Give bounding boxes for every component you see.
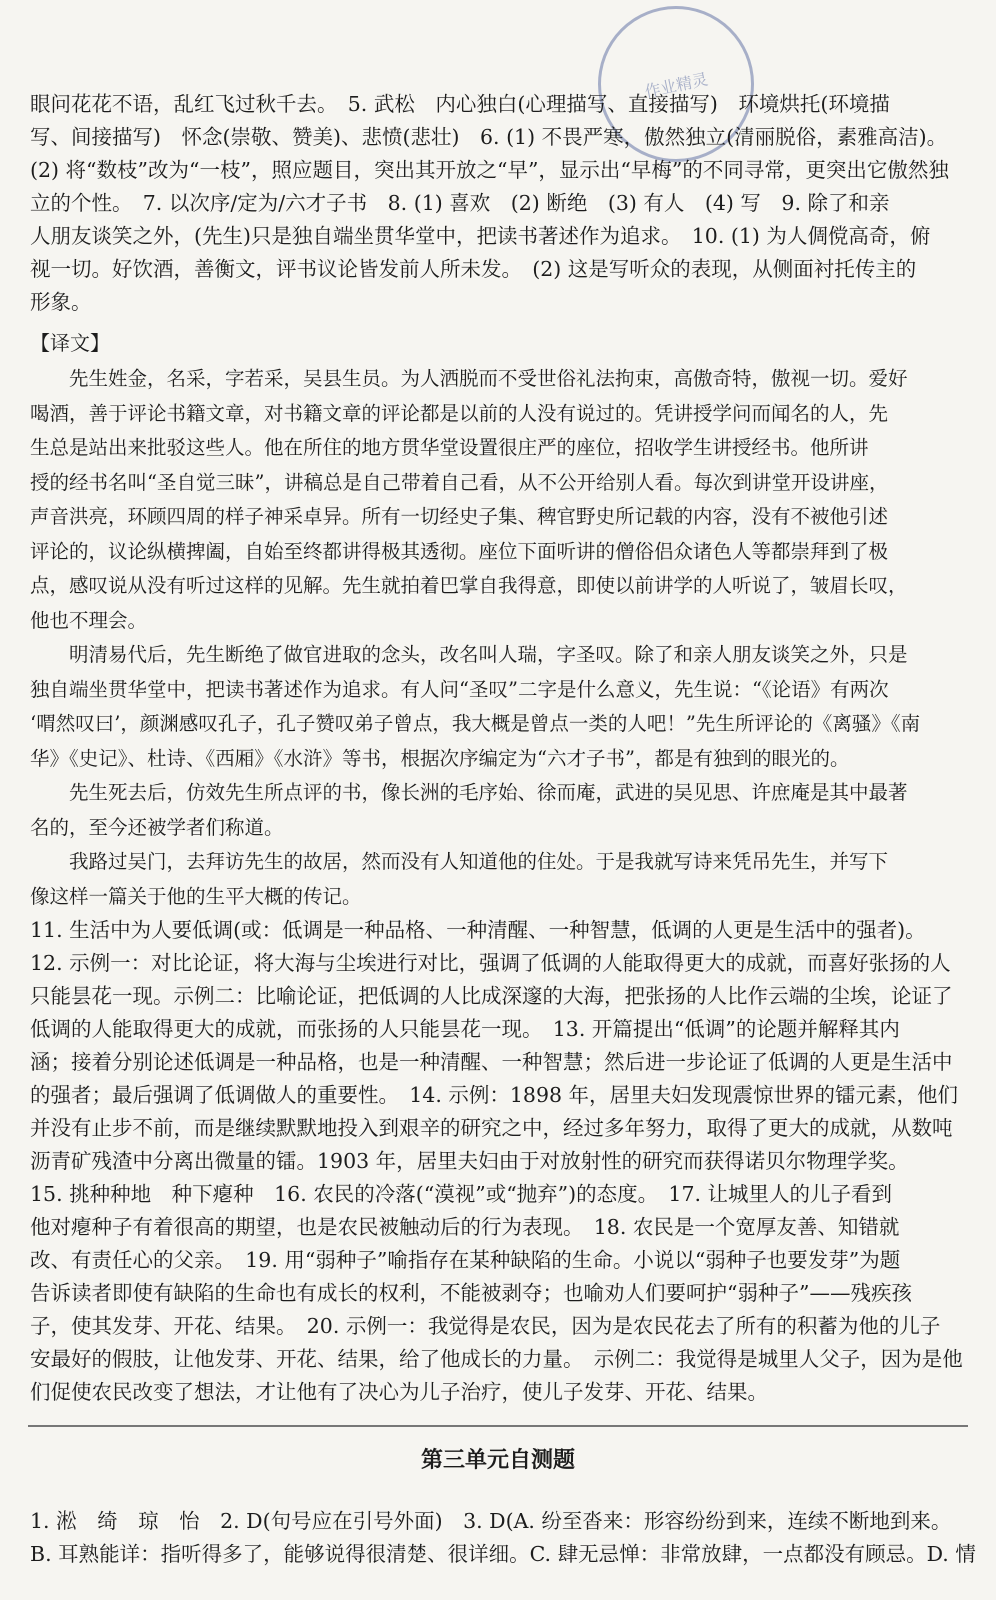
translation-heading: 【译文】 bbox=[30, 331, 110, 355]
text-line: 评论的，议论纵横捭阖，自始至终都讲得极其透彻。座位下面听讲的僧俗侣众诸色人等都崇拜到了极 bbox=[30, 539, 889, 563]
text-line: 只能昙花一现。示例二：比喻论证，把低调的人比成深邃的大海，把张扬的人比作云端的尘埃，论证了 bbox=[30, 984, 953, 1008]
text-line: 独自端坐贯华堂中，把读书著述作为追求。有人问“圣叹”二字是什么意义，先生说：“《论语》有两次 bbox=[30, 677, 889, 701]
text-line: 沥青矿残渣中分离出微量的镭。1903 年，居里夫妇由于对放射性的研究而获得诺贝尔物理学奖。 bbox=[30, 1149, 909, 1173]
text-line: 他对瘪种子有着很高的期望，也是农民被触动后的行为表现。 18. 农民是一个宽厚友善、知错就 bbox=[30, 1215, 900, 1239]
text-line: 他也不理会。 bbox=[30, 608, 148, 632]
section-title: 第三单元自测题 bbox=[420, 1448, 575, 1473]
text-line: 声音洪亮，环顾四周的样子神采卓异。所有一切经史子集、稗官野史所记载的内容，没有不被他引述 bbox=[30, 505, 889, 528]
translation-text bbox=[30, 362, 976, 914]
text-line: 15. 挑种种地 种下瘪种 16. 农民的冷落(“漠视”或“抛弃”)的态度。 17. 让城里人的儿子看到 bbox=[30, 1182, 893, 1206]
text-line: 先生姓金，名采，字若采，吴县生员。为人洒脱而不受世俗礼法拘束，高傲奇特，傲视一切。爱好 bbox=[30, 367, 908, 390]
text-line: 形象。 bbox=[30, 290, 92, 314]
text-line: B. 耳熟能详：指听得多了，能够说得很清楚、很详细。C. 肆无忌惮：非常放肆，一点都没有顾忌。D. 情 bbox=[30, 1542, 976, 1566]
text-line: 低调的人能取得更大的成就，而张扬的人只能昙花一现。 13. 开篇提出“低调”的论题并解释其内 bbox=[30, 1017, 900, 1041]
text-line: 像这样一篇关于他的生平大概的传记。 bbox=[30, 884, 362, 908]
text-line: 授的经书名叫“圣自觉三昧”，讲稿总是自己带着自己看，从不公开给别人看。每次到讲堂开设讲座， bbox=[30, 470, 889, 494]
text-line: ‘喟然叹曰’，颜渊感叹孔子，孔子赞叹弟子曾点，我大概是曾点一类的人吧！”先生所评论的《离骚》《南 bbox=[30, 712, 921, 735]
text-line: 们促使农民改变了想法，才让他有了决心为儿子治疗，使儿子发芽、开花、结果。 bbox=[30, 1380, 768, 1404]
text-line: 眼问花花不语，乱红飞过秋千去。 5. 武松 内心独白(心理描写、直接描写) 环境烘托(环境描 bbox=[30, 92, 890, 116]
text-line: 安最好的假肢，让他发芽、开花、结果，给了他成长的力量。 示例二：我觉得是城里人父子，因为是他 bbox=[30, 1347, 963, 1371]
text-line: 明清易代后，先生断绝了做官进取的念头，改名叫人瑞，字圣叹。除了和亲人朋友谈笑之外，只是 bbox=[30, 643, 908, 666]
text-line: 并没有止步不前，而是继续默默地投入到艰辛的研究之中，经过多年努力，取得了更大的成就，从数吨 bbox=[30, 1116, 953, 1140]
text-line: 先生死去后，仿效先生所点评的书，像长洲的毛序始、徐而庵，武进的吴见思、许庶庵是其中最著 bbox=[30, 781, 908, 804]
text-line: 点，感叹说从没有听过这样的见解。先生就拍着巴掌自我得意，即使以前讲学的人听说了，皱眉长叹， bbox=[30, 574, 908, 597]
text-line: 华》《史记》、杜诗、《西厢》《水浒》等书，根据次序编定为“六才子书”，都是有独到的眼光的。 bbox=[30, 746, 850, 770]
text-line: 的强者；最后强调了低调做人的重要性。 14. 示例：1898 年，居里夫妇发现震惊世界的镭元素，他们 bbox=[30, 1083, 959, 1107]
text-line: 1. 淞 绮 琼 怡 2. D(句号应在引号外面) 3. D(A. 纷至沓来：形容纷纷到来，连续不断地到来。 bbox=[30, 1509, 952, 1533]
section-divider bbox=[28, 1425, 968, 1427]
answers-part3 bbox=[30, 1505, 976, 1571]
text-line: 生总是站出来批驳这些人。他在所住的地方贯华堂设置很庄严的座位，招收学生讲授经书。他所讲 bbox=[30, 436, 869, 459]
text-line: 子，使其发芽、开花、结果。 20. 示例一：我觉得是农民，因为是农民花去了所有的积蓄为他的儿子 bbox=[30, 1314, 941, 1338]
text-line: 喝酒，善于评论书籍文章，对书籍文章的评论都是以前的人没有说过的。凭讲授学问而闻名的人，先 bbox=[30, 401, 889, 425]
text-line: 我路过吴门，去拜访先生的故居，然而没有人知道他的住处。于是我就写诗来凭吊先生，并写下 bbox=[30, 850, 889, 873]
answers-part2 bbox=[30, 914, 976, 1409]
text-line: 告诉读者即使有缺陷的生命也有成长的权利，不能被剥夺；也喻劝人们要呵护“弱种子”——残疾孩 bbox=[30, 1281, 912, 1305]
text-line: 涵；接着分别论述低调是一种品格，也是一种清醒、一种智慧；然后进一步论证了低调的人更是生活中 bbox=[30, 1050, 953, 1074]
text-line: 12. 示例一：对比论证，将大海与尘埃进行对比，强调了低调的人能取得更大的成就，而喜好张扬的人 bbox=[30, 951, 951, 975]
text-line: 视一切。好饮酒，善衡文，评书议论皆发前人所未发。 (2) 这是写听众的表现，从侧面衬托传主的 bbox=[30, 257, 917, 281]
text-line: (2) 将“数枝”改为“一枝”，照应题目，突出其开放之“早”，显示出“早梅”的不同寻常，更突出它傲然独 bbox=[30, 158, 949, 182]
text-line: 名的，至今还被学者们称道。 bbox=[30, 815, 284, 839]
text-line: 立的个性。 7. 以次序/定为/六才子书 8. (1) 喜欢 (2) 断绝 (3) 有人 (4) 写 9. 除了和亲 bbox=[30, 191, 890, 215]
text-line: 写、间接描写) 怀念(崇敬、赞美)、悲愤(悲壮) 6. (1) 不畏严寒，傲然独立(清丽脱俗，素雅高洁)。 bbox=[30, 125, 948, 149]
text-line: 11. 生活中为人要低调(或：低调是一种品格、一种清醒、一种智慧，低调的人更是生活中的强者)。 bbox=[30, 918, 926, 942]
text-line: 改、有责任心的父亲。 19. 用“弱种子”喻指存在某种缺陷的生命。小说以“弱种子也要发芽”为题 bbox=[30, 1248, 901, 1272]
text-line: 人朋友谈笑之外，(先生)只是独自端坐贯华堂中，把读书著述作为追求。 10. (1) 为人倜傥高奇，俯 bbox=[30, 224, 931, 248]
stamp-text: 作业精灵 bbox=[642, 69, 710, 101]
answers-part1 bbox=[30, 88, 976, 319]
